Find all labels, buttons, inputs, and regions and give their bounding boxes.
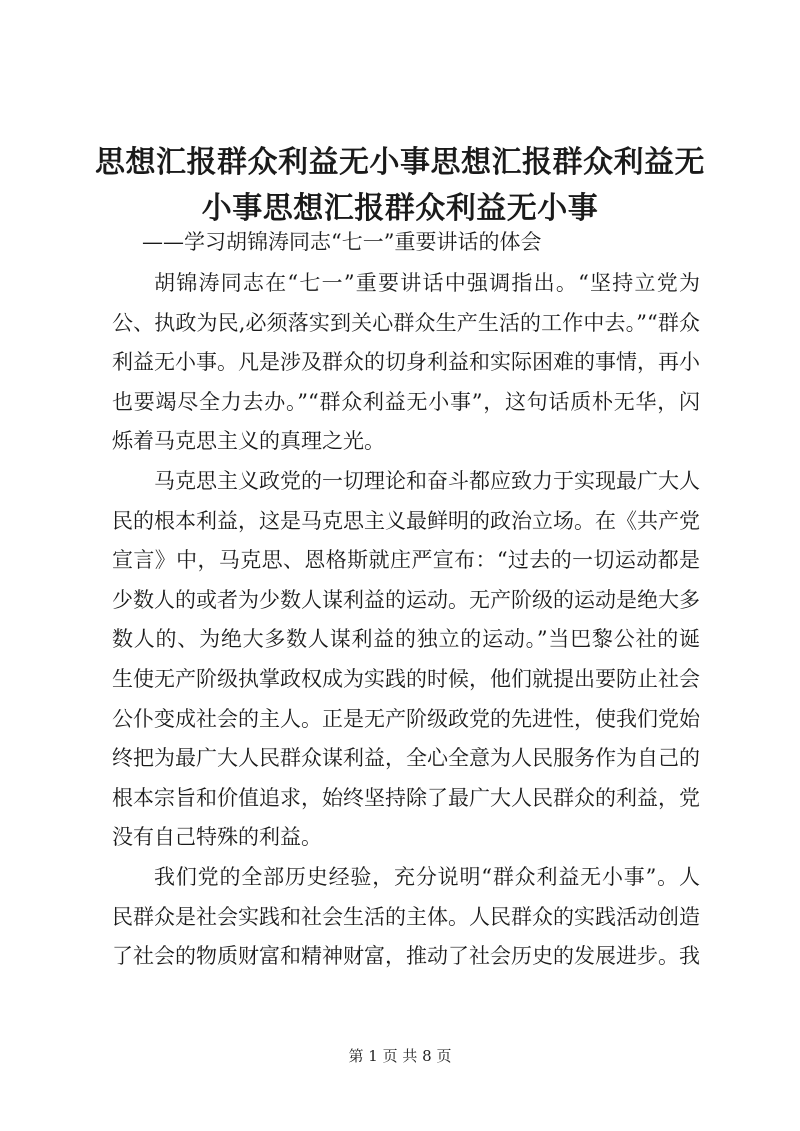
body-paragraph: 胡锦涛同志在“七一”重要讲话中强调指出。“坚持立党为公、执政为民,必须落实到关心群众生产生活的工作中去。”“群众利益无小事。凡是涉及群众的切身利益和实际困难的事情，再小也要竭尽全力去办。”“群众利益无小事”，这句话质朴无华，闪烁着马克思主义的真理之光。 [112,271,700,454]
body-paragraph: 马克思主义政党的一切理论和奋斗都应致力于实现最广大人民的根本利益，这是马克思主义最鲜明的政治立场。在《共产党宣言》中，马克思、恩格斯就庄严宣布：“过去的一切运动都是少数人的或者为少数人谋利益的运动。无产阶级的运动是绝大多数人的、为绝大多数人谋利益的独立的运动。”当巴黎公社的诞生使无产阶级执掌政权成为实践的时候，他们就提出要防止社会公仆变成社会的主人。正是无产阶级政党的先进性，使我们党始终把为最广大人民群众谋利益，全心全意为人民服务作为自己的根本宗旨和价值追求，始终坚持除了最广大人民群众的利益，党没有自己特殊的利益。 [112,468,700,850]
document-title: 思想汇报群众利益无小事思想汇报群众利益无小事思想汇报群众利益无小事 [95,145,705,226]
body-paragraph: 我们党的全部历史经验，充分说明“群众利益无小事”。人民群众是社会实践和社会生活的主体。人民群众的实践活动创造了社会的物质财富和精神财富，推动了社会历史的发展进步。我 [112,864,700,969]
document-body [112,264,700,977]
document-subtitle: ——学习胡锦涛同志“七一”重要讲话的体会 [142,230,542,254]
page-footer: 第 1 页 共 8 页 [348,1047,452,1065]
